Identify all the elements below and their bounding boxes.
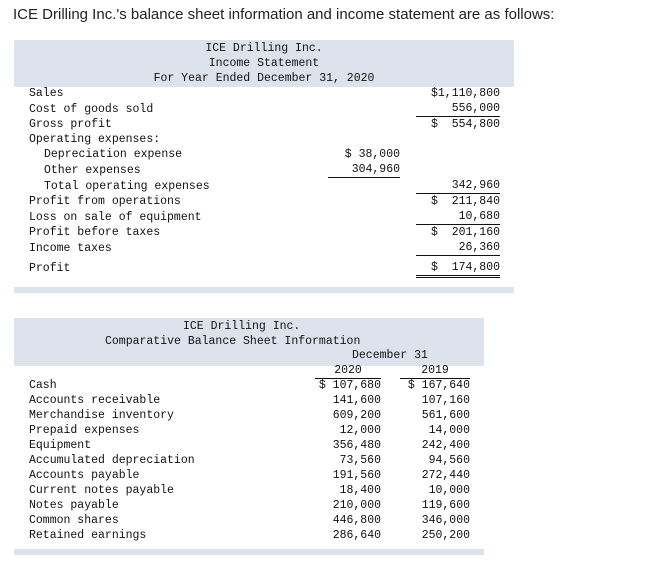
- income-value-cogs: 556,000: [416, 102, 500, 117]
- balance-2020-notes-payable: 210,000: [332, 499, 381, 512]
- income-label-profit-operations: Profit from operations: [29, 195, 181, 208]
- balance-2020-cash: $ 107,680: [318, 379, 381, 392]
- balance-2020-merchandise-inventory: 609,200: [332, 409, 381, 422]
- balance-label-accounts-payable: Accounts payable: [29, 469, 140, 482]
- balance-2019-accounts-payable: 272,440: [421, 469, 470, 482]
- income-value-other-expenses: 304,960: [328, 163, 400, 178]
- balance-2019-notes-payable: 119,600: [421, 499, 470, 512]
- income-value-depreciation: $ 38,000: [344, 148, 400, 161]
- balance-2019-common-shares: 346,000: [421, 514, 470, 527]
- income-period: For Year Ended December 31, 2020: [153, 72, 375, 85]
- balance-label-equipment: Equipment: [29, 439, 92, 452]
- balance-2019-current-notes-payable: 10,000: [428, 484, 470, 497]
- income-value-income-taxes: 26,360: [416, 241, 500, 256]
- balance-sheet-footer-bar: [14, 549, 484, 555]
- income-label-cogs: Cost of goods sold: [29, 103, 154, 116]
- balance-2019-accounts-receivable: 107,160: [421, 394, 470, 407]
- balance-year-2020: 2020: [315, 364, 381, 379]
- income-label-operating-expenses: Operating expenses:: [29, 133, 161, 146]
- income-label-total-operating: Total operating expenses: [44, 180, 210, 193]
- balance-2019-accumulated-depreciation: 94,560: [428, 454, 470, 467]
- income-label-profit: Profit: [29, 262, 71, 275]
- balance-2020-common-shares: 446,800: [332, 514, 381, 527]
- balance-title: Comparative Balance Sheet Information: [105, 335, 361, 348]
- income-value-gross-profit: $ 554,800: [430, 118, 500, 131]
- balance-2019-prepaid-expenses: 14,000: [428, 424, 470, 437]
- balance-2020-prepaid-expenses: 12,000: [339, 424, 381, 437]
- balance-2019-merchandise-inventory: 561,600: [421, 409, 470, 422]
- income-value-profit-before-taxes: $ 201,160: [430, 226, 500, 239]
- balance-2020-accounts-receivable: 141,600: [332, 394, 381, 407]
- balance-label-current-notes-payable: Current notes payable: [29, 484, 174, 497]
- balance-company-name: ICE Drilling Inc.: [183, 320, 301, 333]
- balance-label-accumulated-depreciation: Accumulated depreciation: [29, 454, 195, 467]
- income-company-name: ICE Drilling Inc.: [205, 42, 323, 55]
- income-value-total-operating: 342,960: [416, 179, 500, 194]
- income-label-sales: Sales: [29, 87, 64, 100]
- balance-2019-retained-earnings: 250,200: [421, 529, 470, 542]
- income-value-loss-sale: 10,680: [416, 210, 500, 225]
- balance-2020-current-notes-payable: 18,400: [339, 484, 381, 497]
- balance-label-merchandise-inventory: Merchandise inventory: [29, 409, 174, 422]
- balance-label-common-shares: Common shares: [29, 514, 119, 527]
- income-label-profit-before-taxes: Profit before taxes: [29, 226, 161, 239]
- income-label-income-taxes: Income taxes: [29, 242, 112, 255]
- balance-2019-equipment: 242,400: [421, 439, 470, 452]
- balance-2019-cash: $ 167,640: [407, 379, 470, 392]
- page-heading: ICE Drilling Inc.'s balance sheet information and income statement are as follows:: [13, 6, 555, 23]
- income-statement-title: Income Statement: [208, 57, 320, 70]
- balance-label-accounts-receivable: Accounts receivable: [29, 394, 161, 407]
- income-statement-footer-bar: [14, 287, 514, 293]
- income-value-profit: $ 174,800: [416, 261, 500, 278]
- balance-2020-accounts-payable: 191,560: [332, 469, 381, 482]
- balance-2020-accumulated-depreciation: 73,560: [339, 454, 381, 467]
- balance-label-retained-earnings: Retained earnings: [29, 529, 147, 542]
- balance-2020-retained-earnings: 286,640: [332, 529, 381, 542]
- balance-label-prepaid-expenses: Prepaid expenses: [29, 424, 140, 437]
- income-label-gross-profit: Gross profit: [29, 118, 112, 131]
- income-value-profit-operations: $ 211,840: [430, 195, 500, 208]
- balance-2020-equipment: 356,480: [332, 439, 381, 452]
- income-label-loss-sale: Loss on sale of equipment: [29, 211, 202, 224]
- balance-period-header: December 31: [352, 349, 428, 362]
- balance-year-2019: 2019: [400, 364, 470, 379]
- balance-label-cash: Cash: [29, 379, 57, 392]
- income-value-sales: $1,110,800: [430, 87, 500, 100]
- income-label-other-expenses: Other expenses: [44, 164, 141, 177]
- income-label-depreciation: Depreciation expense: [44, 148, 183, 161]
- balance-label-notes-payable: Notes payable: [29, 499, 119, 512]
